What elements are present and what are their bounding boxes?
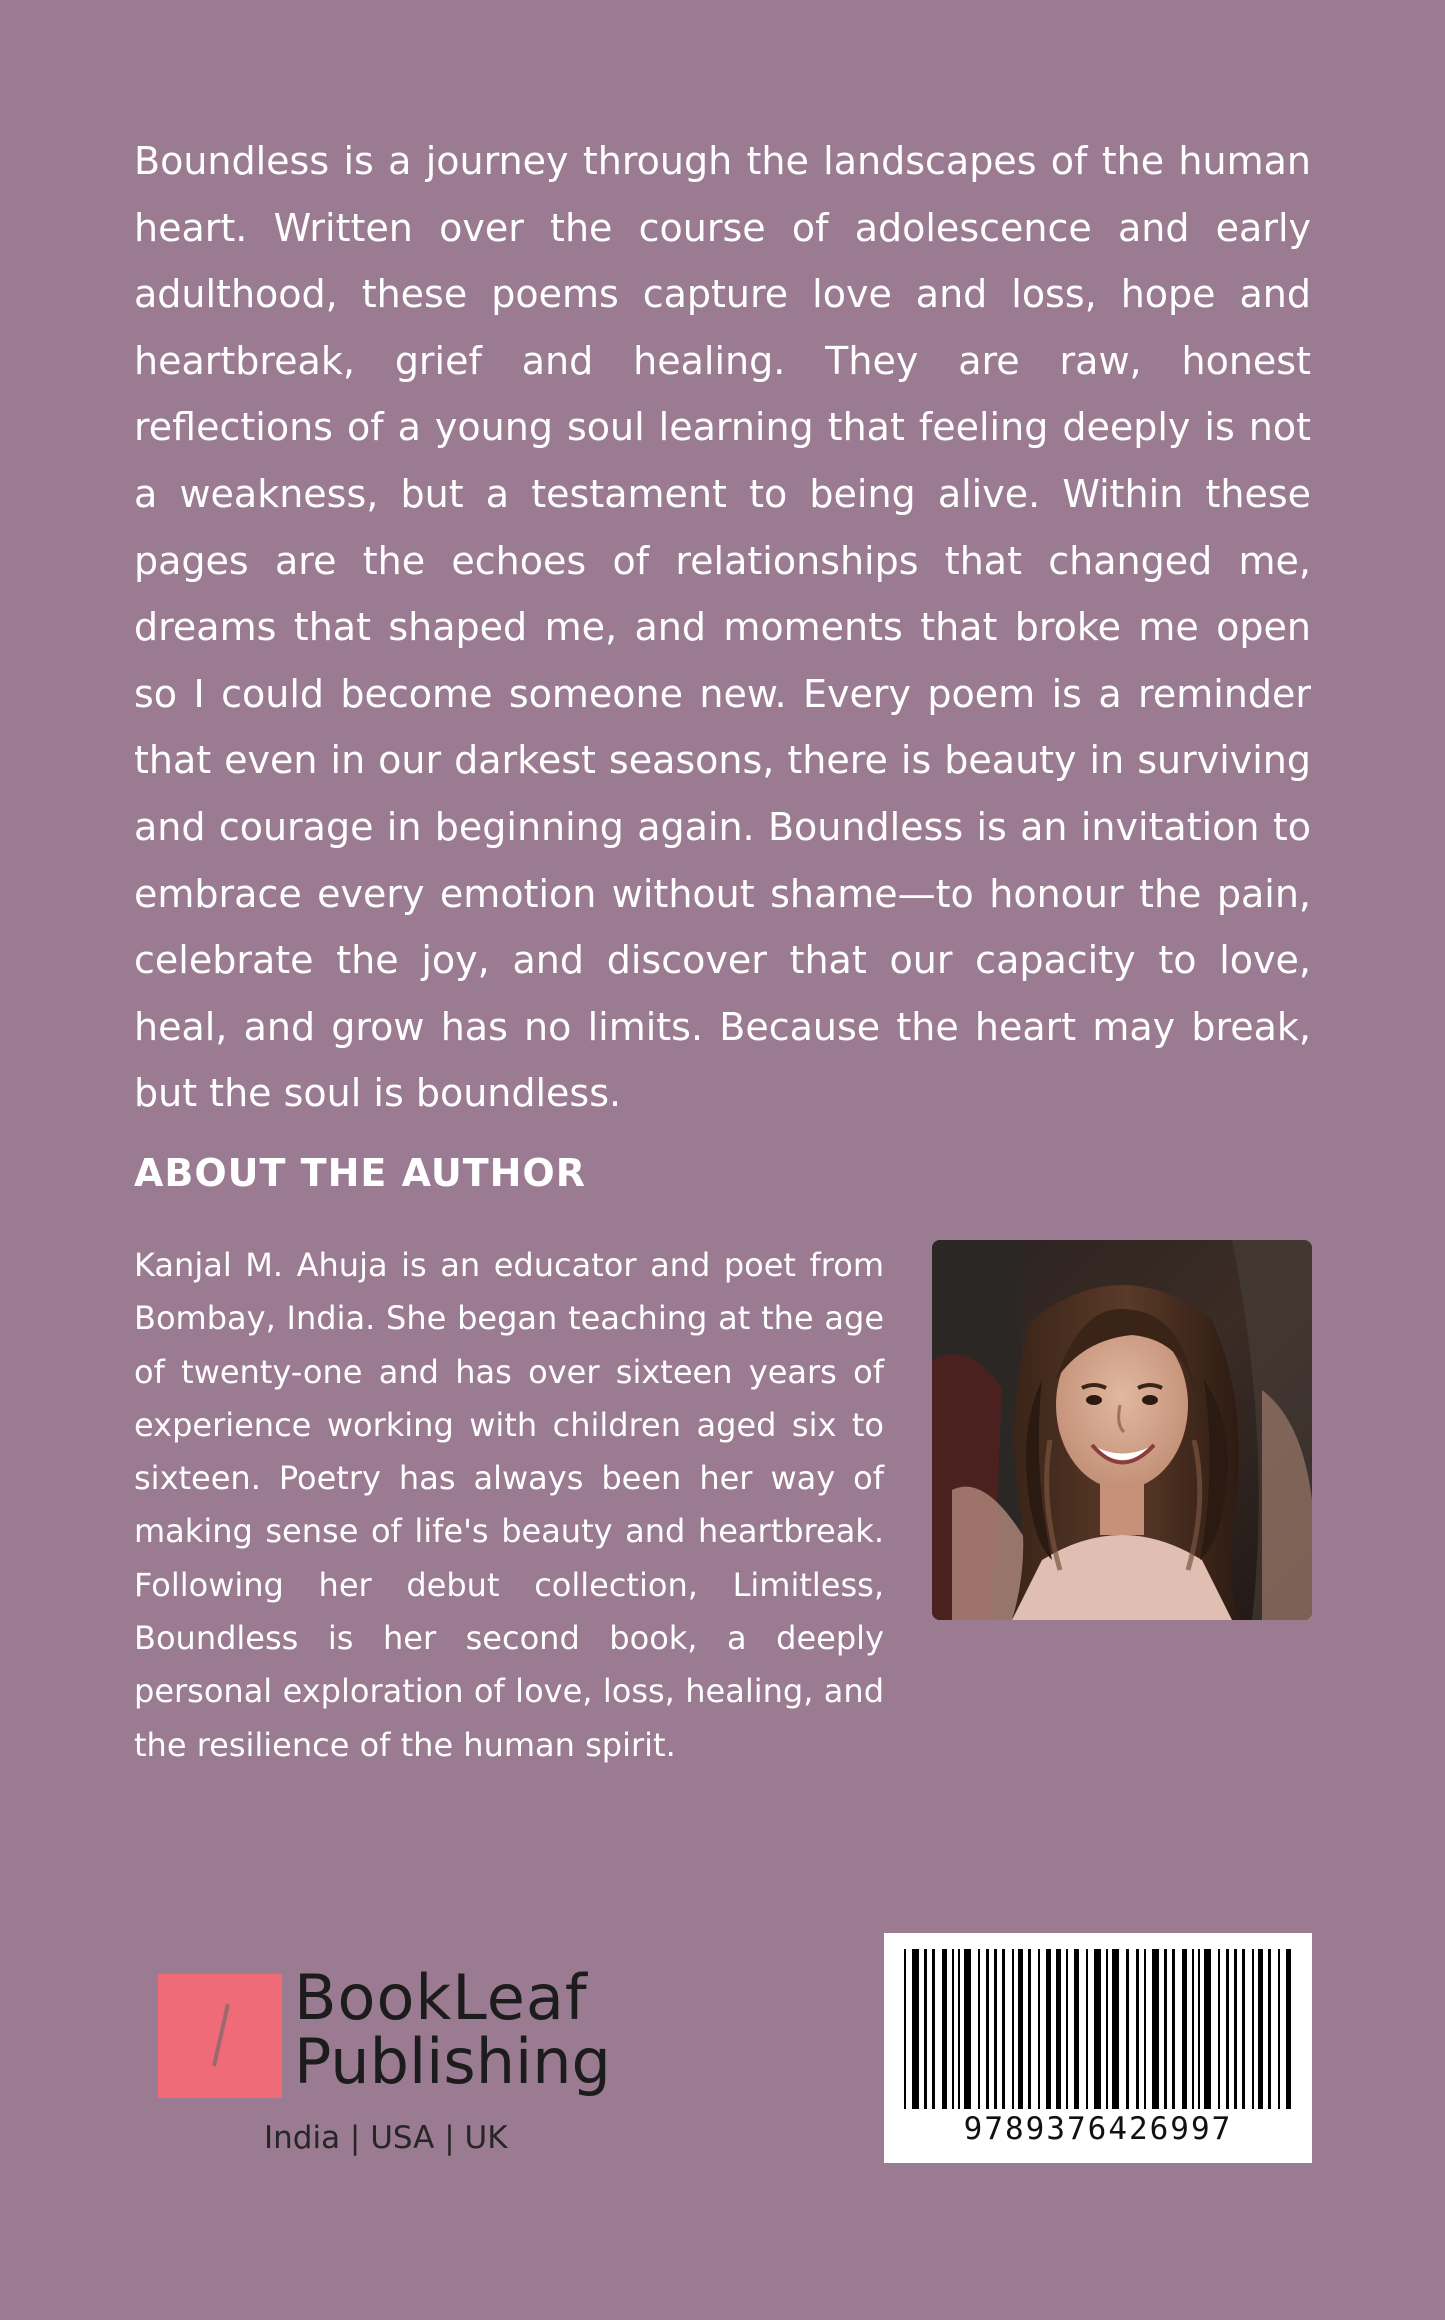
barcode-bar xyxy=(1152,1949,1159,2109)
barcode-bar xyxy=(1268,1949,1271,2109)
barcode-bar xyxy=(1046,1949,1051,2109)
barcode-bar xyxy=(1242,1949,1245,2109)
barcode-bar xyxy=(1204,1949,1211,2109)
barcode-bar xyxy=(1218,1949,1220,2109)
barcode-bar xyxy=(1074,1949,1079,2109)
isbn-number: 9789376426997 xyxy=(963,2111,1233,2147)
barcode-bar xyxy=(1172,1949,1175,2109)
publisher-mark-icon xyxy=(158,1974,282,2098)
barcode-bars xyxy=(900,1949,1296,2109)
barcode-bar xyxy=(1144,1949,1146,2109)
author-bio: Kanjal M. Ahuja is an educator and poet from Bombay, India. She began teaching at the age of twenty-one and has over sixteen years of experience working with children aged six to sixteen. Poetry has always been her way of making sense of life's beauty and heartbreak. Following her debut collection, Limitless, Boundless is her second book, a deeply personal exploration of love, loss, healing, and the resilience of the human spirit. xyxy=(134,1246,884,1764)
barcode-bar xyxy=(1028,1949,1031,2109)
barcode-bar xyxy=(958,1949,960,2109)
barcode-bar xyxy=(912,1949,919,2109)
barcode-bar xyxy=(1018,1949,1023,2109)
barcode-bar xyxy=(1086,1949,1088,2109)
barcode-bar xyxy=(1164,1949,1167,2109)
barcode-bar xyxy=(1112,1949,1119,2109)
barcode-bar xyxy=(978,1949,980,2109)
book-blurb: Boundless is a journey through the landscapes of the human heart. Written over the course of adolescence and early adulthood, these poems capture love and loss, hope and heartbreak, grief and healing. They are raw, honest reflections of a young soul learning that feeling deeply is not a weakness, but a testament to being alive. Within these pages are the echoes of relationships that changed me, dreams that shaped me, and moments that broke me open so I could become someone new. Every poem is a reminder that even in our darkest seasons, there is beauty in surviving and courage in beginning again. Boundless is an invitation to embrace every emotion without shame—to honour the pain, celebrate the joy, and discover that our capacity to love, heal, and grow has no limits. Because the heart may break, but the soul is boundless. xyxy=(134,139,1311,1116)
barcode-bar xyxy=(1252,1949,1254,2109)
barcode-bar xyxy=(1038,1949,1040,2109)
barcode-bar xyxy=(1198,1949,1200,2109)
barcode-bar xyxy=(1056,1949,1061,2109)
barcode-bar xyxy=(1278,1949,1280,2109)
barcode-bar xyxy=(952,1949,954,2109)
barcode-bar xyxy=(1012,1949,1014,2109)
publisher-logo xyxy=(158,1961,618,2162)
barcode-bar xyxy=(904,1949,906,2109)
barcode-bar xyxy=(1258,1949,1263,2109)
barcode-bar xyxy=(1286,1949,1291,2109)
publisher-name-line1: BookLeaf xyxy=(294,1961,588,2034)
publisher-name-line2: Publishing xyxy=(294,2025,611,2098)
barcode-bar xyxy=(924,1949,927,2109)
barcode-bar xyxy=(964,1949,971,2109)
barcode-bar xyxy=(1192,1949,1194,2109)
barcode-bar xyxy=(1126,1949,1129,2109)
barcode-bar xyxy=(942,1949,947,2109)
about-author-heading: ABOUT THE AUTHOR xyxy=(134,1151,586,1195)
author-photo xyxy=(932,1240,1312,1620)
barcode-bar xyxy=(1002,1949,1005,2109)
barcode-bar xyxy=(1094,1949,1101,2109)
barcode-bar xyxy=(1136,1949,1139,2109)
barcode-bar xyxy=(994,1949,997,2109)
barcode-bar xyxy=(1226,1949,1229,2109)
barcode-bar xyxy=(932,1949,935,2109)
barcode-bar xyxy=(1106,1949,1108,2109)
barcode-bar xyxy=(1182,1949,1187,2109)
barcode-bar xyxy=(1234,1949,1237,2109)
barcode-bar xyxy=(1066,1949,1068,2109)
isbn-barcode xyxy=(884,1933,1312,2163)
publisher-regions: India | USA | UK xyxy=(264,2120,508,2156)
barcode-bar xyxy=(986,1949,989,2109)
